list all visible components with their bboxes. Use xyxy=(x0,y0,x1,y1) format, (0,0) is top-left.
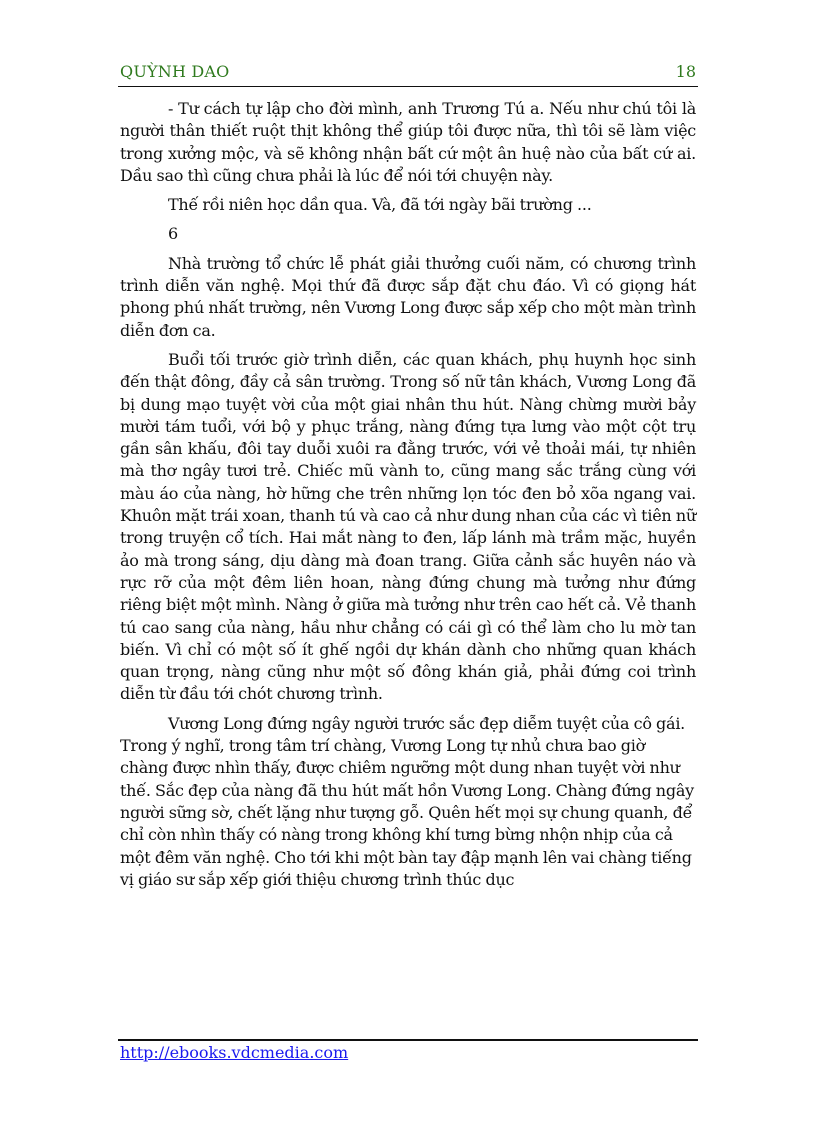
header-author: QUỲNH DAO xyxy=(120,62,230,81)
footer-link[interactable]: http://ebooks.vdcmedia.com xyxy=(120,1043,349,1062)
paragraph-4: Buổi tối trước giờ trình diễn, các quan khách, phụ huynh học sinh đến thật đông, đầy cả sân trường. Trong số nữ tân khách, Vương Long đã bị dung mạo tuyệt vời của một giai nhân thu hút. Nàng chừng mười bảy mười tám tuổi, với bộ y phục trắng, nàng đứng tựa lưng vào một cột trụ gần sân khấu, đôi tay duỗi xuôi ra đằng trước, với vẻ thoải mái, tự nhiên mà thơ ngây tươi trẻ. Chiếc mũ vành to, cũng mang sắc trắng cùng với màu áo của nàng, hờ hững che trên những lọn tóc đen bỏ xõa ngang vai. Khuôn mặt trái xoan, thanh tú và cao cả như dung nhan của các vì tiên nữ trong truyện cổ tích. Hai mắt nàng to đen, lấp lánh mà trầm mặc, huyền ảo mà trong sáng, dịu dàng mà đoan trang. Giữa cảnh sắc huyên náo và rực rỡ của một đêm liên hoan, nàng đứng chung mà tưởng như đứng riêng biệt một mình. Nàng ở giữa mà tưởng như trên cao hết cả. Vẻ thanh tú cao sang của nàng, hầu như chẳng có cái gì có thể làm cho lu mờ tan biến. Vì chỉ có một số ít ghế ngồi dự khán dành cho những quan khách quan trọng, nàng cũng như một số đông khán giả, phải đứng coi trình diễn từ đầu tới chót chương trình. xyxy=(120,349,696,704)
paragraph-2: Thế rồi niên học dần qua. Và, đã tới ngày bãi trường ... xyxy=(168,195,592,215)
page-number: 18 xyxy=(675,62,696,81)
page-body xyxy=(120,98,696,898)
section-number: 6 xyxy=(168,224,179,244)
header-divider xyxy=(118,86,698,87)
paragraph-3: Nhà trường tổ chức lễ phát giải thưởng cuối năm, có chương trình trình diễn văn nghệ. Mọi thứ đã được sắp đặt chu đáo. Vì có giọng hát phong phú nhất trường, nên Vương Long được sắp xếp cho một màn trình diễn đơn ca. xyxy=(120,253,696,340)
page-header xyxy=(118,62,698,86)
paragraph-1: - Tư cách tự lập cho đời mình, anh Trương Tú a. Nếu như chú tôi là người thân thiết ruột thịt không thể giúp tôi được nữa, thì tôi sẽ làm việc trong xưởng mộc, và sẽ không nhận bất cứ một ân huệ nào của bất cứ ai. Dầu sao thì cũng chưa phải là lúc để nói tới chuyện này. xyxy=(120,99,696,185)
footer-divider xyxy=(118,1039,698,1041)
paragraph-5: Vương Long đứng ngây người trước sắc đẹp diễm tuyệt của cô gái. Trong ý nghĩ, trong tâm trí chàng, Vương Long tự nhủ chưa bao giờ chàng được nhìn thấy, được chiêm ngưỡng một dung nhan tuyệt vời như thế. Sắc đẹp của nàng đã thu hút mất hồn Vương Long. Chàng đứng ngây người sững sờ, chết lặng như tượng gỗ. Quên hết mọi sự chung quanh, để chỉ còn nhìn thấy có nàng trong không khí tưng bừng nhộn nhịp của cả một đêm văn nghệ. Cho tới khi một bàn tay đập mạnh lên vai chàng tiếng vị giáo sư sắp xếp giới thiệu chương trình thúc dục xyxy=(120,713,694,889)
